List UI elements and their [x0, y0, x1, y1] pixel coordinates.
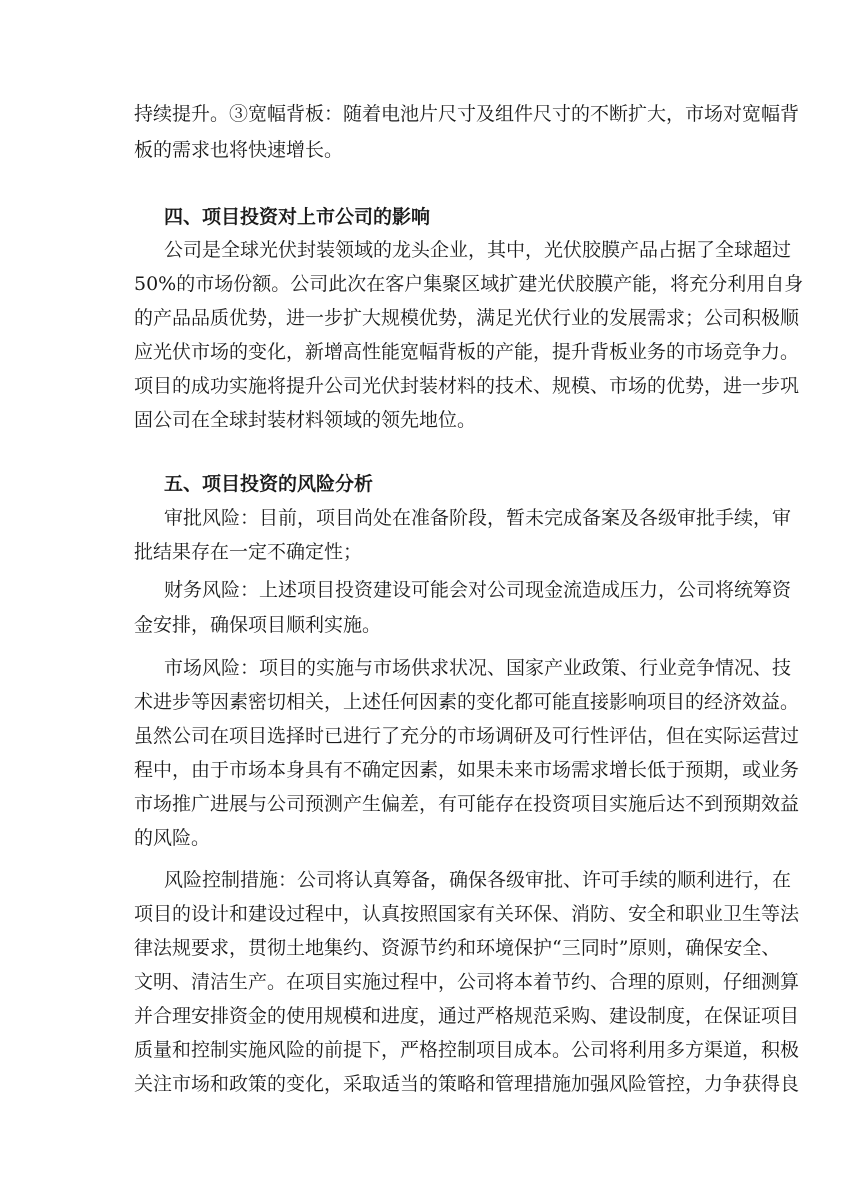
intro-line-2: 板的需求也将快速增长。 — [134, 139, 344, 161]
control-measures-line-4: 文明、清洁生产。在项目实施过程中，公司将本着节约、合理的原则，仔细测算 — [134, 971, 800, 993]
section4-line-5: 项目的成功实施将提升公司光伏封装材料的技术、规模、市场的优势，进一步巩 — [134, 375, 800, 397]
control-measures-line-2: 项目的设计和建设过程中，认真按照国家有关环保、消防、安全和职业卫生等法 — [134, 903, 800, 925]
section4-line-3: 的产品品质优势，进一步扩大规模优势，满足光伏行业的发展需求；公司积极顺 — [134, 307, 800, 329]
financial-risk-line-1: 财务风险：上述项目投资建设可能会对公司现金流造成压力，公司将统筹资 — [164, 579, 792, 601]
section5-heading: 五、项目投资的风险分析 — [164, 473, 374, 495]
market-risk-line-3: 虽然公司在项目选择时已进行了充分的市场调研及可行性评估，但在实际运营过 — [134, 725, 800, 747]
approval-risk-line-1: 审批风险：目前，项目尚处在准备阶段，暂未完成备案及各级审批手续，审 — [164, 507, 792, 529]
section4-line-1: 公司是全球光伏封装领域的龙头企业，其中，光伏胶膜产品占据了全球超过 — [164, 239, 792, 261]
market-risk-line-2: 术进步等因素密切相关，上述任何因素的变化都可能直接影响项目的经济效益。 — [134, 691, 800, 713]
section4-line-6: 固公司在全球封装材料领域的领先地位。 — [134, 409, 477, 431]
section4-line-4: 应光伏市场的变化，新增高性能宽幅背板的产能，提升背板业务的市场竞争力。 — [134, 341, 800, 363]
market-risk-line-6: 的风险。 — [134, 827, 211, 849]
control-measures-line-3: 律法规要求，贯彻土地集约、资源节约和环境保护“三同时”原则，确保安全、 — [134, 937, 781, 959]
market-risk-line-1: 市场风险：项目的实施与市场供求状况、国家产业政策、行业竞争情况、技 — [164, 657, 792, 679]
approval-risk-line-2: 批结果存在一定不确定性； — [134, 541, 363, 563]
control-measures-line-7: 关注市场和政策的变化，采取适当的策略和管理措施加强风险管控，力争获得良 — [134, 1073, 800, 1095]
control-measures-line-5: 并合理安排资金的使用规模和进度，通过严格规范采购、建设制度，在保证项目 — [134, 1005, 800, 1027]
financial-risk-line-2: 金安排，确保项目顺利实施。 — [134, 614, 382, 636]
control-measures-line-6: 质量和控制实施风险的前提下，严格控制项目成本。公司将利用多方渠道，积极 — [134, 1039, 800, 1061]
market-risk-line-4: 程中，由于市场本身具有不确定因素，如果未来市场需求增长低于预期，或业务 — [134, 759, 800, 781]
intro-line-1: 持续提升。③宽幅背板：随着电池片尺寸及组件尺寸的不断扩大，市场对宽幅背 — [134, 103, 800, 125]
section4-heading: 四、项目投资对上市公司的影响 — [164, 206, 431, 228]
section4-line-2: 50%的市场份额。公司此次在客户集聚区域扩建光伏胶膜产能，将充分利用自身 — [134, 273, 804, 295]
control-measures-line-1: 风险控制措施：公司将认真筹备，确保各级审批、许可手续的顺利进行，在 — [164, 869, 792, 891]
market-risk-line-5: 市场推广进展与公司预测产生偏差，有可能存在投资项目实施后达不到预期效益 — [134, 793, 800, 815]
